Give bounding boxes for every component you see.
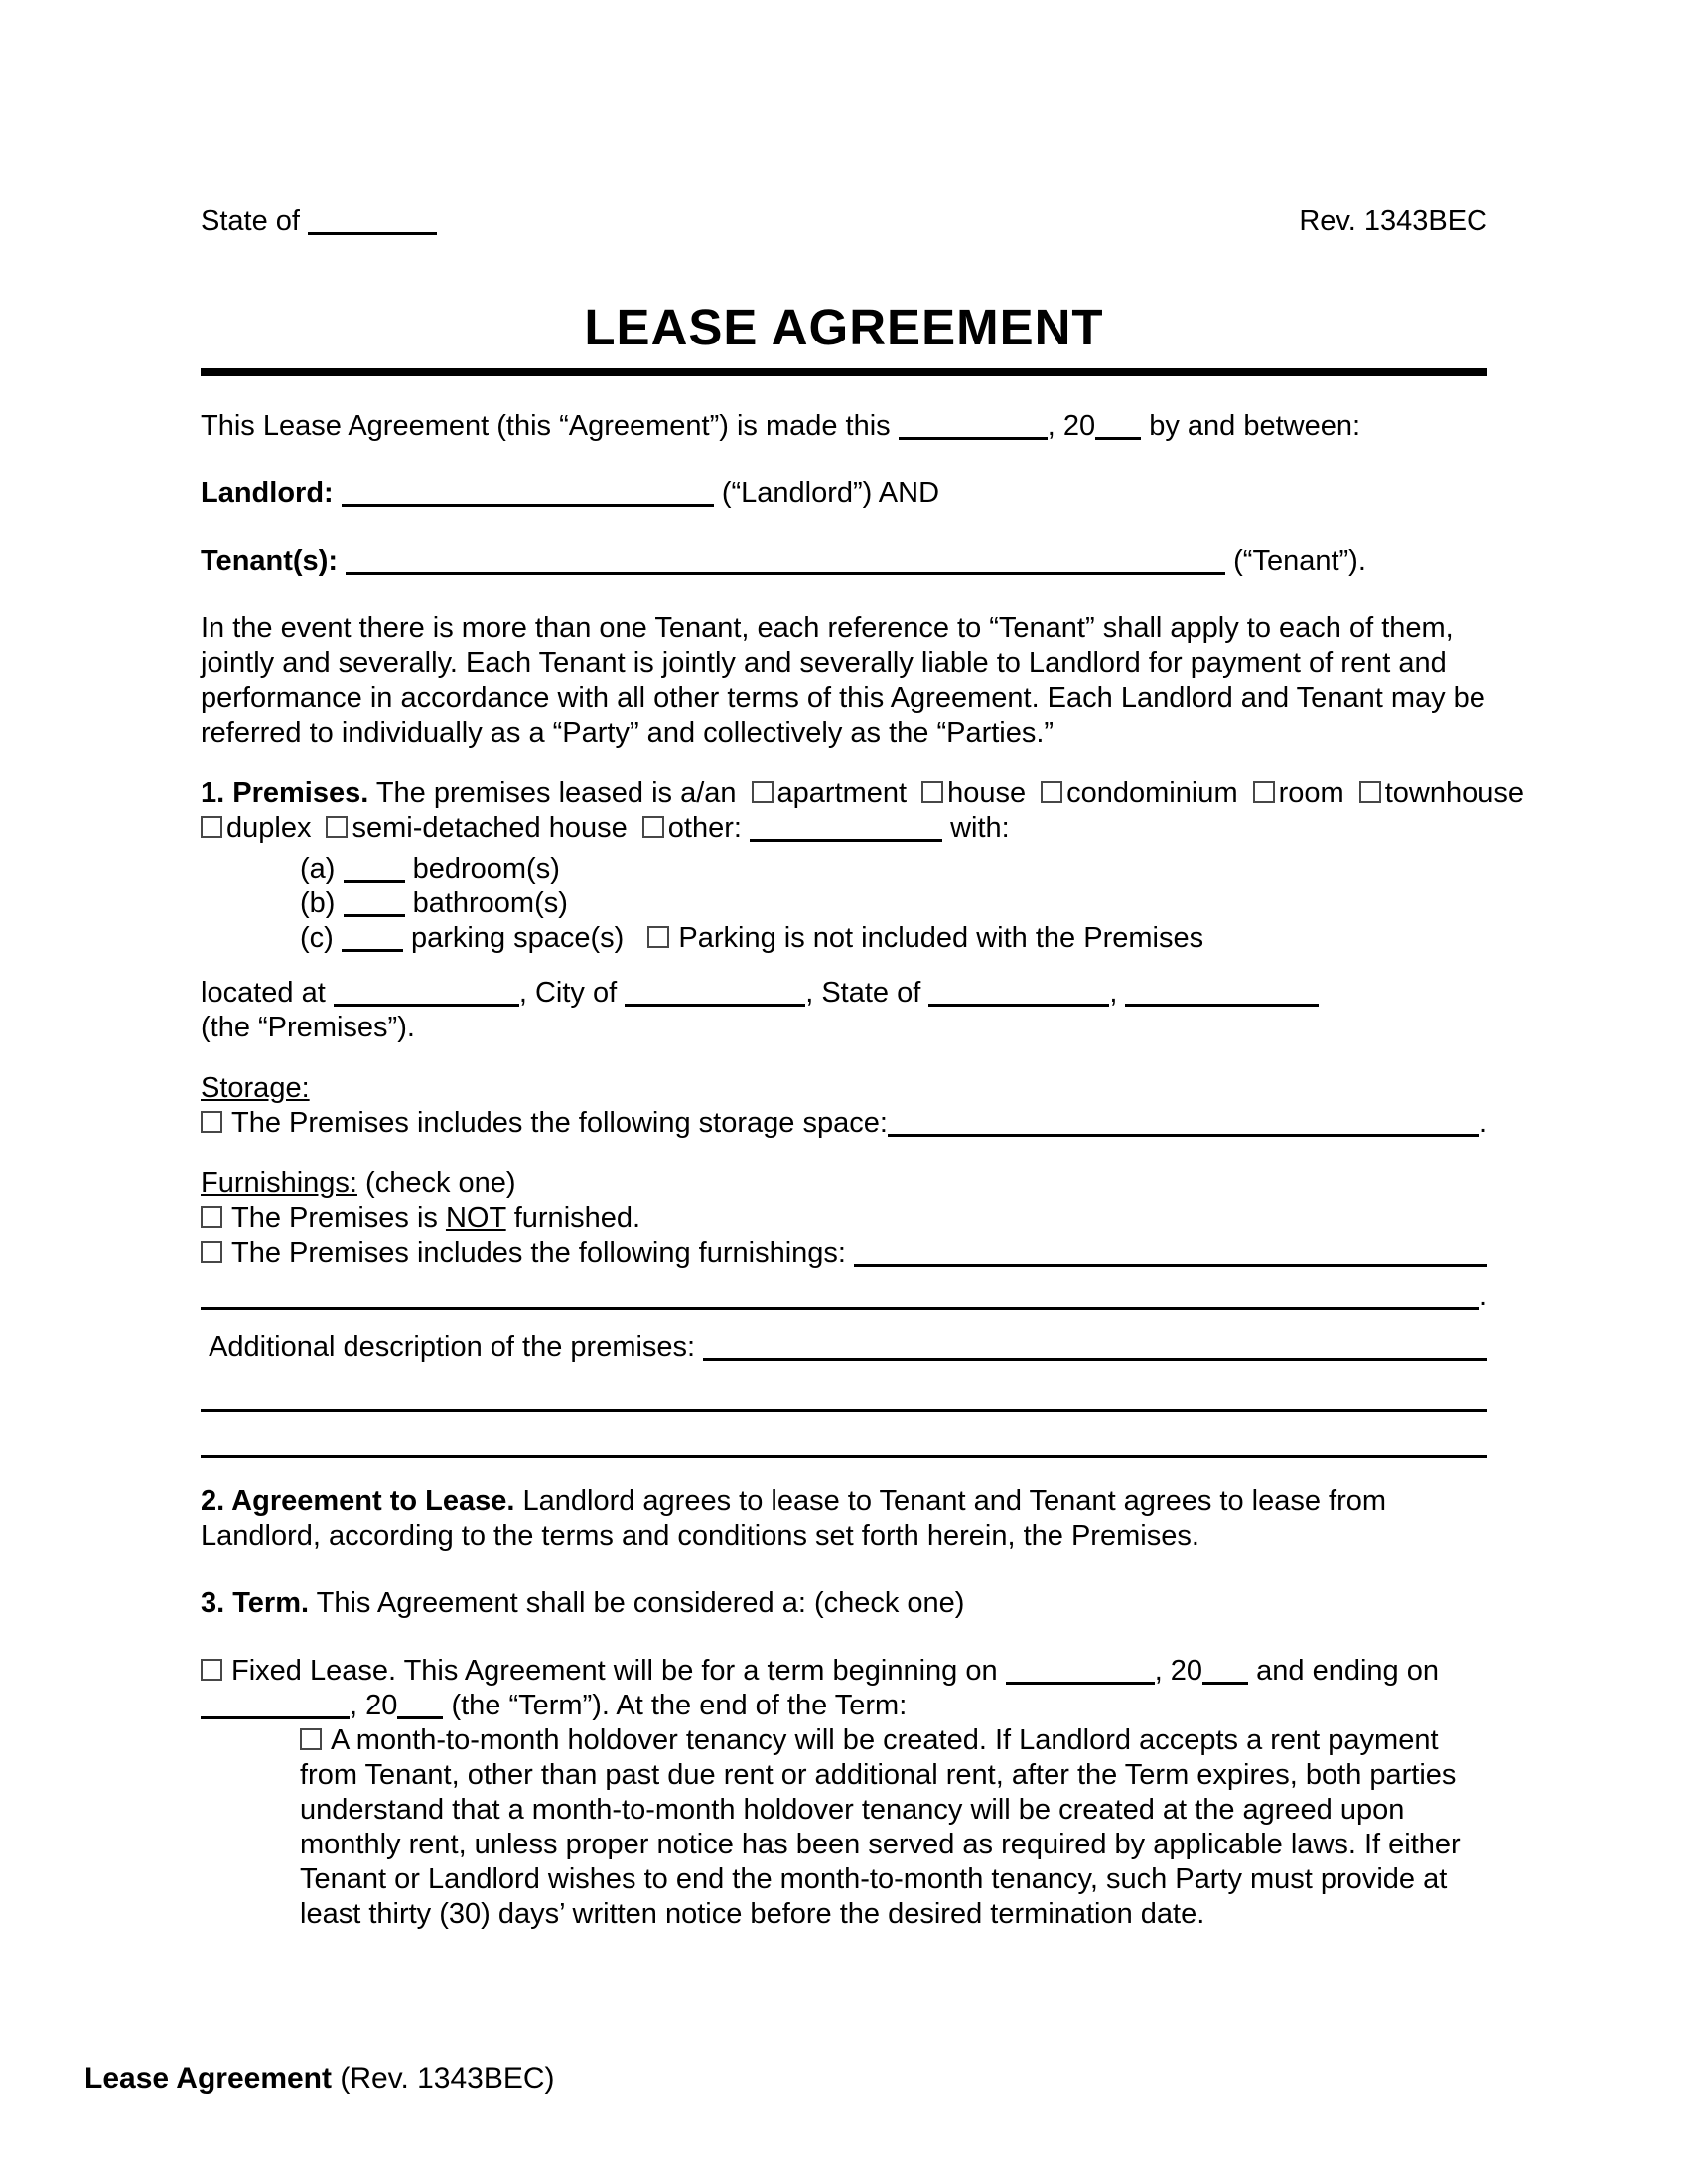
- room-label: room: [1278, 777, 1344, 809]
- house-label: house: [947, 777, 1027, 809]
- intro-text-mid: , 20: [1047, 410, 1096, 442]
- premises-lead: The premises leased is a/an: [375, 777, 737, 809]
- storage-heading: Storage:: [201, 1072, 310, 1104]
- fixed-lease-block: [201, 1654, 1487, 1932]
- room-checkbox[interactable]: [1253, 781, 1275, 803]
- furnished-checkbox[interactable]: [201, 1241, 222, 1263]
- additional-description-line: [201, 1330, 1487, 1365]
- fixed-lease-checkbox[interactable]: [201, 1659, 222, 1681]
- fixed-lease-text-4: , 20: [350, 1690, 398, 1721]
- townhouse-label: townhouse: [1384, 777, 1524, 809]
- intro-text-post: by and between:: [1149, 410, 1361, 442]
- intro-text-pre: This Lease Agreement (this “Agreement”) is made this: [201, 410, 891, 442]
- furnishings-heading: Furnishings:: [201, 1167, 357, 1199]
- fixed-lease-line-1: [201, 1654, 1487, 1689]
- furnishings-list-blank-2[interactable]: [201, 1307, 1479, 1310]
- with-label: with:: [950, 812, 1010, 844]
- city-of-label: , City of: [518, 977, 618, 1009]
- intro-paragraph: [201, 409, 1487, 444]
- premises-defined-line: (the “Premises”).: [201, 1012, 415, 1043]
- agreement-heading: 2. Agreement to Lease.: [201, 1485, 515, 1517]
- furnishings-list-blank[interactable]: [854, 1264, 1487, 1267]
- additional-description-label: Additional description of the premises:: [209, 1331, 696, 1363]
- semi-detached-house-label: semi-detached house: [352, 812, 628, 844]
- furnished-label: The Premises includes the following furnishings:: [231, 1237, 846, 1269]
- additional-description-blank[interactable]: [703, 1358, 1487, 1361]
- duplex-label: duplex: [226, 812, 312, 844]
- landlord-name-blank[interactable]: [342, 504, 714, 507]
- section-premises: [201, 776, 1524, 1458]
- footer-title: Lease Agreement: [84, 2062, 332, 2095]
- state-of-line: [201, 205, 437, 239]
- other-label: other:: [667, 812, 742, 844]
- made-date-blank[interactable]: [899, 437, 1048, 440]
- storage-checkbox[interactable]: [201, 1111, 222, 1133]
- house-checkbox[interactable]: [921, 781, 943, 803]
- tenant-line: [201, 544, 1487, 579]
- located-at-label: located at: [201, 977, 326, 1009]
- storage-block: [201, 1071, 1487, 1141]
- parking-label: parking space(s): [410, 922, 625, 954]
- holdover-text: A month-to-month holdover tenancy will be created. If Landlord accepts a rent payment from Tenant, other than past due rent or additional rent, after the Term expires, both parties understand that a month-to-month holdover tenancy will be created at the agreed upon monthly rent, unless proper notice has been served as required by applicable laws. If either Tenant or Landlord wishes to end the month-to-month tenancy, such Party must provide at least thirty (30) days’ written notice before the desired termination date.: [300, 1724, 1461, 1930]
- landlord-label: Landlord:: [201, 478, 334, 509]
- duplex-checkbox[interactable]: [201, 816, 222, 838]
- term-heading: 3. Term.: [201, 1587, 310, 1619]
- bathrooms-row: [300, 887, 1487, 921]
- state-of-label-2: , State of: [805, 977, 921, 1009]
- made-year-blank[interactable]: [1095, 437, 1141, 440]
- rooms-list: [300, 852, 1487, 956]
- title-rule: [201, 368, 1487, 376]
- section-agreement: [201, 1484, 1487, 1554]
- page-content: [201, 0, 1524, 1932]
- holdover-checkbox[interactable]: [300, 1728, 322, 1750]
- term-body: This Agreement shall be considered a: (check one): [316, 1587, 965, 1619]
- storage-space-blank[interactable]: [888, 1134, 1479, 1137]
- fixed-lease-text-3: and ending on: [1256, 1655, 1439, 1687]
- term-end-date-blank[interactable]: [201, 1716, 350, 1719]
- storage-option-label: The Premises includes the following storage space:: [231, 1107, 888, 1139]
- located-line: [201, 976, 1487, 1011]
- parties-paragraph: In the event there is more than one Tenant, each reference to “Tenant” shall apply to each of them, jointly and severally. Each Tenant is jointly and severally liable to Landlord for payment of rent and performance in accordance with all other terms of this Agreement. Each Landlord and Tenant may be referred to individually as a “Party” and collectively as the “Parties.”: [201, 613, 1485, 749]
- page-footer: [84, 2061, 555, 2097]
- bedrooms-prefix: (a): [300, 853, 336, 885]
- bedrooms-row: [300, 852, 1487, 887]
- agreement-body: Landlord agrees to lease to Tenant and Tenant agrees to lease from Landlord, according to the terms and conditions set forth herein, the Premises.: [201, 1485, 1387, 1552]
- not-furnished-checkbox[interactable]: [201, 1206, 222, 1228]
- located-comma: ,: [1109, 977, 1118, 1009]
- bathrooms-label: bathroom(s): [412, 887, 568, 919]
- state-blank[interactable]: [928, 1004, 1109, 1007]
- additional-description-block: [201, 1330, 1487, 1458]
- landlord-line: [201, 477, 1487, 511]
- document-title: LEASE AGREEMENT: [584, 299, 1104, 355]
- parking-prefix: (c): [300, 922, 334, 954]
- condominium-label: condominium: [1066, 777, 1238, 809]
- additional-description-blank-2[interactable]: [201, 1365, 1487, 1412]
- zip-blank[interactable]: [1125, 1004, 1319, 1007]
- term-begin-date-blank[interactable]: [1006, 1682, 1155, 1685]
- additional-description-blank-3[interactable]: [201, 1412, 1487, 1458]
- tenant-suffix: (“Tenant”).: [1233, 545, 1366, 577]
- term-end-year-blank[interactable]: [397, 1716, 443, 1719]
- parking-not-included-checkbox[interactable]: [647, 926, 669, 948]
- furnishings-heading-line: [201, 1166, 1487, 1201]
- furnishings-period: .: [1478, 1281, 1487, 1312]
- city-blank[interactable]: [625, 1004, 805, 1007]
- footer-revision: (Rev. 1343BEC): [340, 2062, 555, 2095]
- furnishings-block: [201, 1166, 1487, 1314]
- premises-type-line-2: [201, 811, 1487, 846]
- furnished-continuation-line: [201, 1280, 1487, 1314]
- premises-heading: 1. Premises.: [201, 777, 369, 809]
- tenant-names-blank[interactable]: [346, 572, 1225, 575]
- storage-period: .: [1478, 1107, 1487, 1139]
- bathrooms-count-blank[interactable]: [344, 914, 405, 917]
- page-header: [201, 0, 1487, 239]
- bedrooms-label: bedroom(s): [412, 853, 560, 885]
- semi-detached-house-checkbox[interactable]: [326, 816, 348, 838]
- tenant-label: Tenant(s):: [201, 545, 339, 577]
- condominium-checkbox[interactable]: [1041, 781, 1062, 803]
- fixed-lease-text-2: , 20: [1154, 1655, 1203, 1687]
- storage-option-line: [201, 1106, 1487, 1141]
- other-checkbox[interactable]: [642, 816, 664, 838]
- holdover-paragraph: [300, 1723, 1487, 1932]
- bathrooms-prefix: (b): [300, 887, 336, 919]
- located-block: [201, 976, 1487, 1045]
- section-term: [201, 1586, 1487, 1621]
- fixed-lease-text-1: Fixed Lease. This Agreement will be for a term beginning on: [231, 1655, 998, 1687]
- parking-row: [300, 921, 1487, 956]
- not-furnished-post: furnished.: [513, 1202, 641, 1234]
- bedrooms-count-blank[interactable]: [344, 880, 405, 883]
- not-furnished-pre: The Premises is: [231, 1202, 438, 1234]
- premises-type-line-1: [201, 776, 1524, 811]
- parking-count-blank[interactable]: [342, 949, 403, 952]
- parking-not-included-label: Parking is not included with the Premises: [678, 922, 1204, 954]
- apartment-label: apartment: [776, 777, 908, 809]
- other-type-blank[interactable]: [750, 839, 942, 842]
- fixed-lease-text-5: (the “Term”). At the end of the Term:: [451, 1690, 908, 1721]
- not-word: NOT: [445, 1202, 506, 1234]
- furnishings-check-one-note: (check one): [365, 1167, 516, 1199]
- apartment-checkbox[interactable]: [752, 781, 774, 803]
- townhouse-checkbox[interactable]: [1359, 781, 1381, 803]
- street-address-blank[interactable]: [334, 1004, 519, 1007]
- revision-label: Rev. 1343BEC: [1299, 205, 1487, 237]
- not-furnished-line: [201, 1201, 1487, 1236]
- furnished-line: [201, 1236, 1487, 1271]
- landlord-suffix: (“Landlord”) AND: [721, 478, 940, 509]
- state-name-blank[interactable]: [308, 232, 437, 235]
- term-begin-year-blank[interactable]: [1202, 1682, 1248, 1685]
- fixed-lease-line-2: [201, 1689, 1487, 1723]
- state-of-label: State of: [201, 205, 300, 237]
